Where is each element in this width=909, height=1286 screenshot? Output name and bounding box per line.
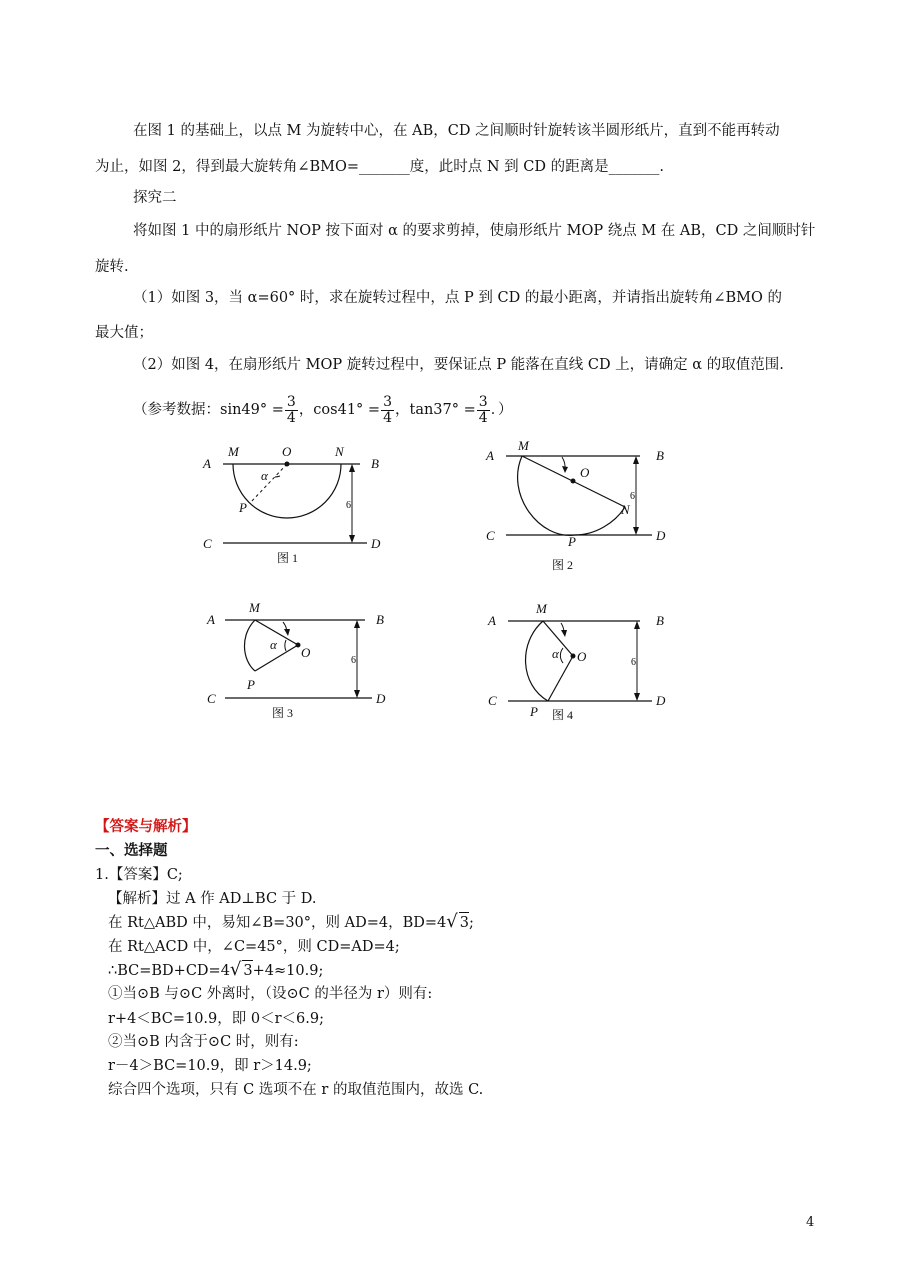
paragraph-line: 为止，如图 2，得到最大旋转角∠BMO=_______度，此时点 N 到 CD 的距离是_______.: [95, 159, 664, 175]
figure-1: [195, 440, 395, 570]
figure-3: [200, 595, 400, 725]
label-B: B: [656, 613, 664, 628]
label-distance: 6: [351, 655, 356, 666]
solution-line: 在 Rt△ACD 中，∠C=45°，则 CD=AD=4;: [108, 939, 400, 955]
label-O: O: [580, 465, 590, 480]
sqrt-radicand: 3: [242, 960, 252, 981]
label-C: C: [486, 528, 495, 543]
label-alpha: α: [270, 637, 277, 652]
label-B: B: [376, 612, 384, 627]
figure-caption: 图 1: [277, 551, 299, 565]
solution-line: r－4＞BC=10.9，即 r＞14.9;: [108, 1058, 312, 1074]
label-M: M: [228, 444, 239, 459]
label-M: M: [249, 600, 260, 615]
fraction: $\frac{3}{4}$: [286, 393, 296, 426]
solution-conclusion: 综合四个选项，只有 C 选项不在 r 的取值范围内，故选 C.: [108, 1082, 484, 1098]
label-distance: 6: [346, 500, 351, 511]
fraction: $\frac{3}{4}$: [383, 393, 392, 426]
solution-line: r+4＜BC=10.9，即 0＜r＜6.9;: [108, 1011, 324, 1027]
label-M: M: [536, 601, 547, 616]
label-distance: 6: [630, 491, 635, 502]
label-A: A: [486, 448, 494, 463]
label-C: C: [207, 691, 216, 706]
label-A: A: [203, 456, 211, 471]
figure-caption: 图 4: [552, 708, 574, 722]
sqrt-radicand: 3: [459, 912, 469, 933]
label-alpha: α: [552, 646, 559, 661]
figure-2: [480, 435, 680, 575]
label-O: O: [301, 645, 311, 660]
solution-line: ②当⊙B 内含于⊙C 时，则有:: [108, 1034, 299, 1050]
answer-key: 1.【答案】C;: [95, 867, 183, 883]
label-alpha: α: [261, 468, 268, 483]
solution-line: ①当⊙B 与⊙C 外离时，（设⊙C 的半径为 r）则有:: [108, 986, 433, 1002]
ref-cos: ，cos41° =: [298, 402, 381, 418]
figure-caption: 图 2: [552, 558, 574, 572]
ref-suffix: ．）: [490, 402, 513, 418]
label-P: P: [239, 500, 247, 515]
paragraph-line: 最大值；: [95, 325, 153, 341]
answer-heading: 【答案与解析】: [95, 819, 197, 835]
figure-caption: 图 3: [272, 706, 294, 720]
section-label: 探究二: [133, 190, 177, 206]
solution-line: 在 Rt△ABD 中，易知∠B=30°，则 AD=4，BD=4√ 3;: [108, 911, 474, 932]
ref-prefix: （参考数据：sin49° =: [133, 402, 284, 418]
label-M: M: [518, 438, 529, 453]
label-N: N: [621, 502, 630, 517]
label-D: D: [376, 691, 386, 706]
label-P: P: [568, 534, 576, 549]
label-distance: 6: [631, 657, 636, 668]
label-O: O: [282, 444, 292, 459]
figure-4: [480, 595, 680, 725]
label-A: A: [207, 612, 215, 627]
paragraph-line: 旋转.: [95, 259, 129, 275]
fraction: $\frac{3}{4}$: [478, 393, 488, 426]
label-A: A: [488, 613, 496, 628]
paragraph-line: 在图 1 的基础上，以点 M 为旋转中心，在 AB，CD 之间顺时针旋转该半圆形纸片，直到不能再转动: [133, 123, 780, 139]
label-P: P: [530, 704, 538, 719]
label-D: D: [656, 693, 666, 708]
label-D: D: [371, 536, 381, 551]
section-title: 一、选择题: [95, 843, 168, 859]
question-part-1: （1）如图 3，当 α=60° 时，求在旋转过程中，点 P 到 CD 的最小距离，并请指出旋转角∠BMO 的: [133, 290, 782, 306]
solution-line: 【解析】过 A 作 AD⊥BC 于 D.: [108, 891, 317, 907]
label-C: C: [203, 536, 212, 551]
label-C: C: [488, 693, 497, 708]
ref-tan: ，tan37° =: [395, 402, 476, 418]
label-N: N: [335, 444, 344, 459]
label-D: D: [656, 528, 666, 543]
label-P: P: [247, 677, 255, 692]
reference-data: [133, 390, 512, 432]
paragraph-line: 将如图 1 中的扇形纸片 NOP 按下面对 α 的要求剪掉，使扇形纸片 MOP 绕点 M 在 AB，CD 之间顺时针: [133, 223, 816, 239]
label-O: O: [577, 649, 587, 664]
question-part-2: （2）如图 4，在扇形纸片 MOP 旋转过程中，要保证点 P 能落在直线 CD 上，请确定 α 的取值范围.: [133, 357, 784, 373]
solution-line: ∴BC=BD+CD=4√ 3+4≈10.9;: [108, 959, 324, 980]
label-B: B: [656, 448, 664, 463]
page-number: 4: [806, 1215, 815, 1230]
label-B: B: [371, 456, 379, 471]
